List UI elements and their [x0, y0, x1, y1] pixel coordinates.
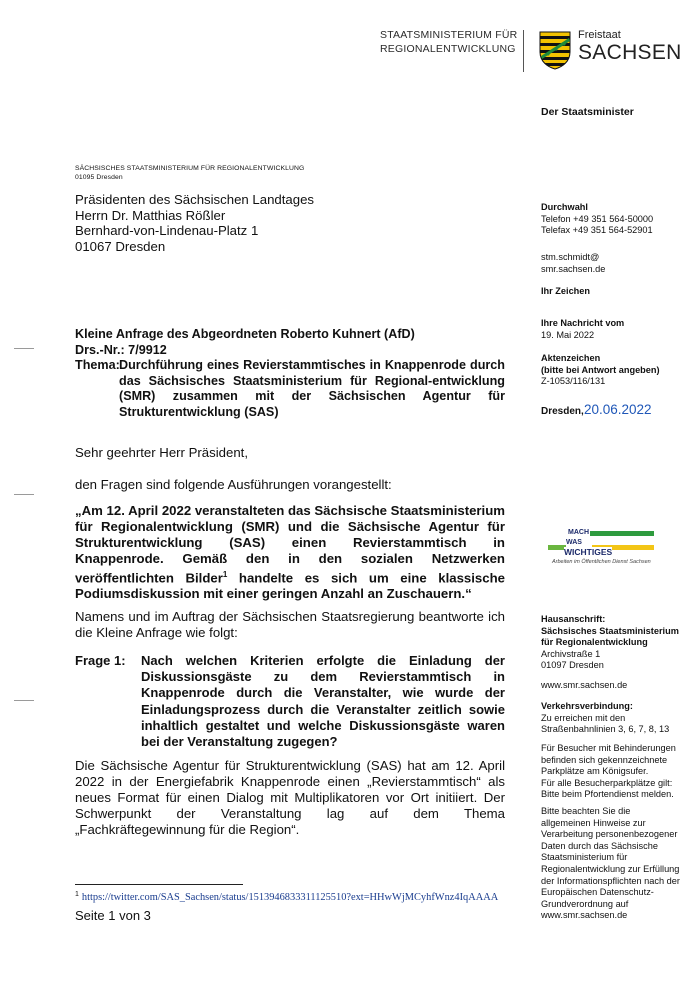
footnote-divider [75, 884, 243, 885]
recipient-line4: 01067 Dresden [75, 238, 166, 254]
recipient-line3: Bernhard-von-Lindenau-Platz 1 [75, 223, 259, 238]
privacy-line: der Informationspflichten nach der [541, 875, 680, 886]
privacy-line: Verarbeitung personenbezogener [541, 829, 678, 840]
quote-text-part1: „Am 12. April 2022 veranstalteten das Sächsische Staatsministerium für Regionalentwicklung (SMR) und die Sächsische Agentur für Strukturentwicklung (SAS) einen Revierstammtisch in Knappenrode. Gemäß den in den sozialen Netzwerken veröffentlichten Bilder [75, 503, 505, 586]
telefax: Telefax +49 351 564-52901 [541, 225, 653, 236]
page-number: Seite 1 von 3 [75, 908, 151, 923]
privacy-line: Regionalentwicklung zur Erfüllung [541, 863, 680, 874]
verkehr-line2: Straßenbahnlinien 3, 6, 7, 8, 13 [541, 724, 670, 735]
email-line2: smr.sachsen.de [541, 263, 606, 274]
contact-block [541, 202, 653, 237]
quote-text-part2: handelte es sich um eine klassische Podiumsdiskussion mit einer geringen Anzahl an Zuschauern.“ [75, 570, 505, 602]
subject-block [75, 327, 505, 421]
subject-topic-label: Thema: [75, 358, 120, 373]
hausanschrift-block [541, 614, 679, 672]
sender-line2: 01095 Dresden [75, 173, 123, 181]
logo-wichtiges: WICHTIGES [564, 547, 613, 557]
fold-mark [14, 348, 34, 349]
minister-title: Der Staatsminister [541, 106, 634, 118]
punch-mark [14, 494, 34, 495]
privacy-note [541, 806, 680, 922]
question-1-label: Frage 1: [75, 653, 126, 668]
mach-was-wichtiges-logo [548, 531, 660, 569]
verkehr-line1: Zu erreichen mit den [541, 712, 626, 723]
telefon: Telefon +49 351 564-50000 [541, 213, 654, 224]
verkehr-block [541, 701, 669, 736]
hausanschrift-label: Hausanschrift: [541, 614, 606, 624]
letter-date: 20.06.2022 [584, 402, 652, 417]
durchwahl-label: Durchwahl [541, 202, 588, 212]
privacy-line: Daten durch das Sächsische [541, 840, 658, 851]
accessibility-line: Parkplätze am Königsufer. [541, 766, 649, 777]
saxony-crest-icon [538, 30, 572, 70]
city: 01097 Dresden [541, 660, 604, 671]
accessibility-line: Für Besucher mit Behinderungen [541, 743, 676, 753]
intro-text: den Fragen sind folgende Ausführungen vorangestellt: [75, 477, 392, 492]
subject-drs-nr: Drs.-Nr.: 7/9912 [75, 342, 167, 357]
accessibility-line: Bitte beim Pfortendienst melden. [541, 789, 674, 800]
footnote-number: 1 [75, 891, 79, 898]
aktenzeichen-label: Aktenzeichen [541, 353, 601, 363]
privacy-line: Bitte beachten Sie die [541, 806, 631, 816]
sender-return-address [75, 165, 304, 182]
verkehr-label: Verkehrsverbindung: [541, 701, 633, 711]
quoted-preamble [75, 503, 505, 602]
answer-intro: Namens und im Auftrag der Sächsischen Staatsregierung beantworte ich die Kleine Anfrage wie folgt: [75, 609, 505, 640]
brand-big: SACHSEN [578, 41, 682, 64]
footnote-link[interactable]: https://twitter.com/SAS_Sachsen/status/1513946833311125510?ext=HHwWjMCyhfWnz4IqAAAA [81, 892, 499, 904]
logo-mach: MACH [568, 529, 589, 536]
footnote-reference: 1 [222, 570, 228, 579]
website[interactable]: www.smr.sachsen.de [541, 680, 628, 690]
recipient-line2: Herrn Dr. Matthias Rößler [75, 207, 226, 223]
privacy-line: allgemeinen Hinweise zur [541, 817, 646, 828]
footnote [75, 891, 498, 903]
logo-tagline: Arbeiten im Öffentlichen Dienst Sachsen [552, 559, 651, 565]
subject-title: Kleine Anfrage des Abgeordneten Roberto Kuhnert (AfD) [75, 327, 415, 341]
privacy-line: Europäischen Datenschutz- [541, 887, 654, 898]
logo-was: WAS [566, 539, 582, 546]
ihre-nachricht-value: 19. Mai 2022 [541, 329, 595, 340]
dresden-label: Dresden, [541, 406, 584, 417]
ministry-name-line1: STAATSMINISTERIUM FÜR [380, 29, 518, 41]
aktenzeichen-value: Z-1053/116/131 [541, 376, 606, 387]
brand-freistaat-sachsen [578, 30, 682, 63]
privacy-website[interactable]: www.smr.sachsen.de [541, 910, 628, 921]
email-line1: stm.schmidt@ [541, 252, 600, 262]
header-divider [523, 30, 524, 72]
aktenzeichen-hint: (bitte bei Antwort angeben) [541, 364, 660, 375]
subject-topic-text: Durchführung eines Revierstammtisches in Knappenrode durch das Sächsisches Staatsministerium für Regional-entwicklung (SMR) zusammen mit der Sächsischen Agentur für Strukturentwicklung (SAS) [119, 358, 505, 419]
ministry-name [380, 28, 518, 56]
ihr-zeichen-label: Ihr Zeichen [541, 286, 591, 296]
aktenzeichen-block [541, 353, 660, 388]
accessibility-line: befinden sich gekennzeichnete [541, 754, 668, 765]
privacy-line: Staatsministerium für [541, 852, 628, 863]
recipient-line1: Präsidenten des Sächsischen Landtages [75, 192, 315, 207]
privacy-line: Grundverordnung auf [541, 898, 629, 909]
sender-line1: SÄCHSISCHES STAATSMINISTERIUM FÜR REGIONALENTWICKLUNG [75, 165, 305, 172]
subject-topic [75, 358, 505, 420]
answer-1: Die Sächsische Agentur für Strukturentwicklung (SAS) hat am 12. April 2022 in der Energiefabrik Knappenrode einen „Revierstammtisch“ als neues Format für einen Dialog mit Multiplikatoren vor Ort initiiert. Der Schwerpunkt der Veranstaltung lag auf dem Thema „Fachkräftegewinnung für die Region“. [75, 758, 505, 837]
question-1 [75, 653, 505, 750]
ihre-nachricht-label: Ihre Nachricht vom [541, 318, 625, 328]
accessibility-note [541, 743, 676, 801]
hausanschrift-line2: für Regionalentwicklung [541, 637, 648, 648]
recipient-address [75, 192, 314, 254]
street: Archivstraße 1 [541, 648, 601, 659]
accessibility-line: Für alle Besucherparkplätze gilt: [541, 777, 673, 788]
ministry-name-line2: REGIONALENTWICKLUNG [380, 43, 516, 55]
email-block[interactable] [541, 252, 605, 275]
salutation: Sehr geehrter Herr Präsident, [75, 445, 248, 460]
hausanschrift-line1: Sächsisches Staatsministerium [541, 625, 679, 636]
brand-small: Freistaat [578, 29, 621, 41]
question-1-text: Nach welchen Kriterien erfolgte die Einladung der Diskussionsgäste zu dem Revierstammtisch in Knappenrode durch die Veranstalter, wie wurde der Einladungsprozess durch die Veranstalter zeitlich sowie inhaltlich gestaltet und welche Diskussionsgäste waren bei der Veranstaltung zugegen? [141, 653, 505, 750]
fold-mark [14, 700, 34, 701]
ihre-nachricht-block [541, 318, 624, 341]
